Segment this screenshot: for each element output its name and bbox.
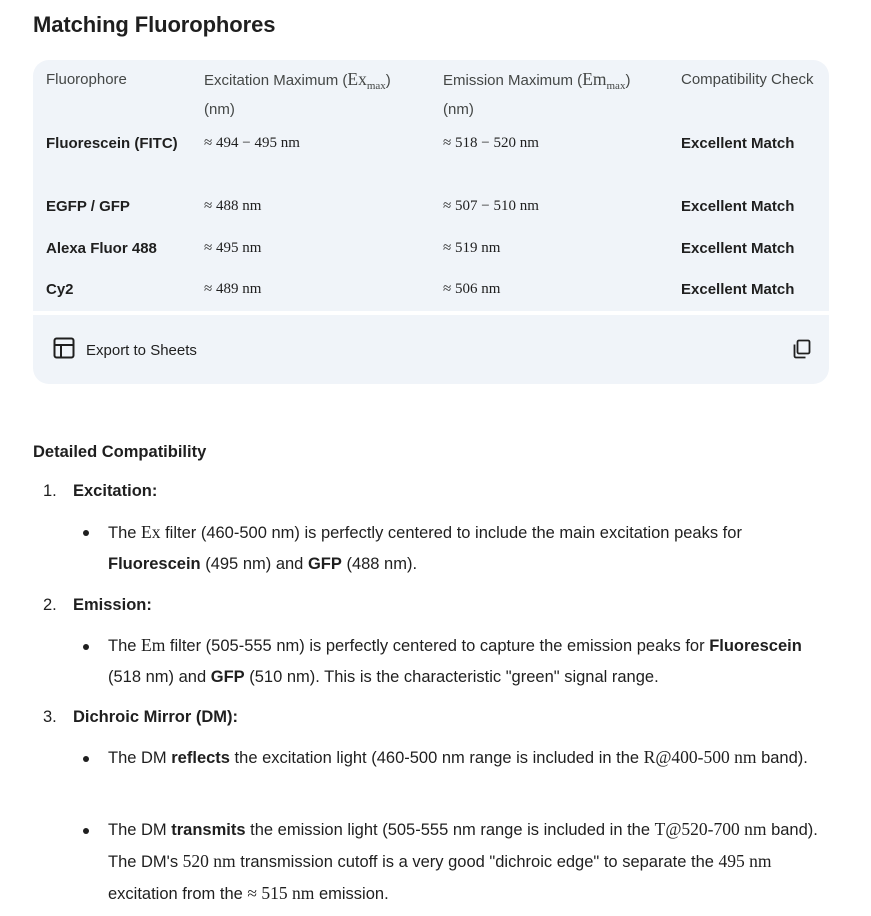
bullet-dot (83, 828, 89, 834)
excitation-value: ≈ 489 nm (204, 281, 262, 297)
list-heading: Dichroic Mirror (DM): (73, 708, 238, 726)
header-fluorophore: Fluorophore (46, 71, 127, 88)
list-heading: Emission: (73, 596, 152, 614)
bullet-text: The DM reflects the excitation light (460-500 nm range is included in the R@400-500 nm band). (108, 747, 808, 767)
list-number: 1. (43, 482, 57, 500)
table-grid-icon (52, 336, 76, 365)
compatibility-value: Excellent Match (681, 198, 795, 215)
fluorophore-name: Fluorescein (FITC) (46, 135, 178, 152)
copy-table-button[interactable] (791, 338, 813, 360)
header-compatibility: Compatibility Check (681, 71, 814, 88)
list-number: 2. (43, 596, 57, 614)
table-footer (33, 315, 829, 384)
details-title: Detailed Compatibility (33, 443, 207, 461)
emission-value: ≈ 507 − 510 nm (443, 198, 539, 214)
excitation-value: ≈ 494 − 495 nm (204, 135, 300, 151)
excitation-value: ≈ 488 nm (204, 198, 262, 214)
export-label: Export to Sheets (86, 342, 197, 359)
bullet-dot (83, 756, 89, 762)
list-heading: Excitation: (73, 482, 158, 500)
header-excitation: Excitation Maximum $(Ex_{max})$ (nm) (204, 69, 391, 118)
copy-icon (791, 347, 813, 364)
compatibility-value: Excellent Match (681, 240, 795, 257)
section-heading: Matching Fluorophores (33, 12, 276, 37)
excitation-value: ≈ 495 nm (204, 240, 262, 256)
fluorophore-table (33, 60, 829, 384)
header-emission: Emission Maximum $(Em_{max})$ (nm) (443, 69, 631, 118)
bullet-dot (83, 644, 89, 650)
bullet-text: The Em filter (505-555 nm) is perfectly centered to capture the emission peaks for Fluorescein (518 nm) and GFP (510 nm). This is the characteristic "green" signal range. (108, 635, 802, 686)
fluorophore-name: Alexa Fluor 488 (46, 240, 157, 257)
bullet-text: The Ex filter (460-500 nm) is perfectly centered to include the main excitation peaks for Fluorescein (495 nm) and GFP (488 nm). (108, 522, 742, 573)
fluorophore-name: EGFP / GFP (46, 198, 130, 215)
compatibility-value: Excellent Match (681, 135, 795, 152)
emission-value: ≈ 519 nm (443, 240, 501, 256)
bullet-dot (83, 530, 89, 536)
emission-value: ≈ 518 − 520 nm (443, 135, 539, 151)
bullet-text: The DM transmits the emission light (505-555 nm range is included in the T@520-700 nm band). The DM's 520 nm transmission cutoff is a very good "dichroic edge" to separate the 495 nm excitation from the ≈ 515 nm emission. (108, 819, 818, 903)
list-number: 3. (43, 708, 57, 726)
compatibility-value: Excellent Match (681, 281, 795, 298)
emission-value: ≈ 506 nm (443, 281, 501, 297)
export-to-sheets-button[interactable] (52, 336, 197, 365)
fluorophore-name: Cy2 (46, 281, 74, 298)
